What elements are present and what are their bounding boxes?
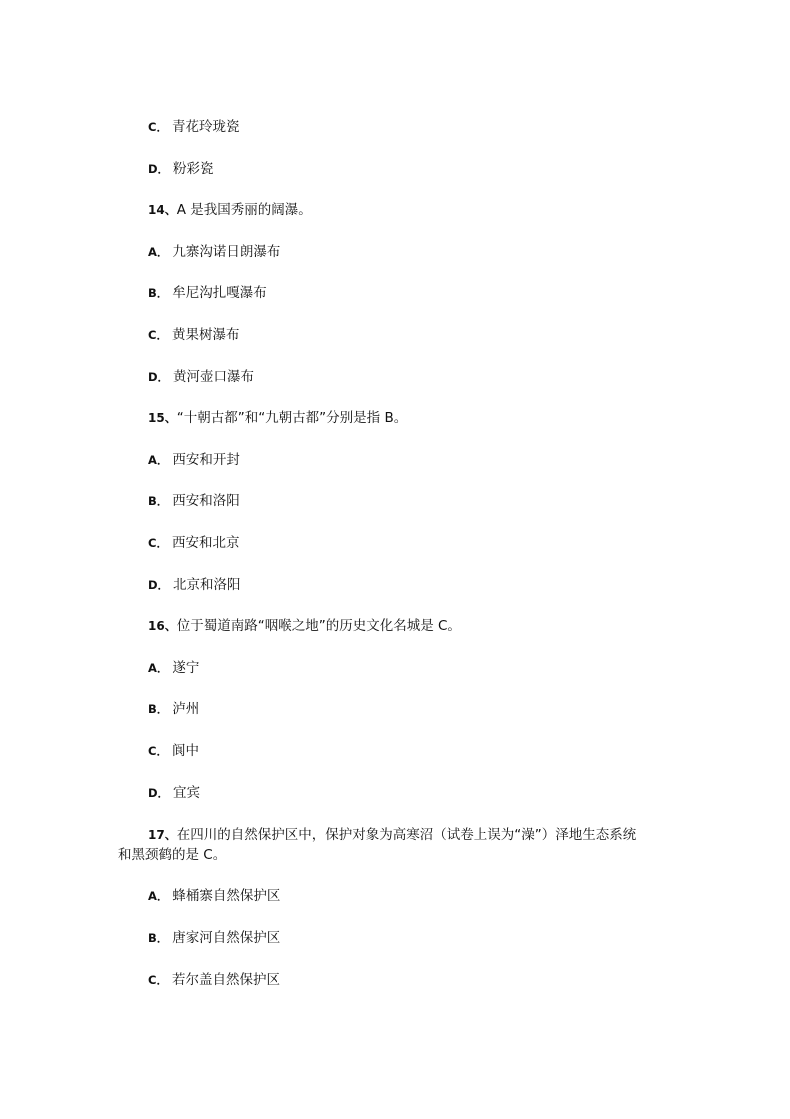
option-text: 牟尼沟扎嘎瀑布: [172, 285, 267, 302]
option-label: B．: [148, 931, 169, 946]
question-number: 14、: [148, 203, 177, 218]
question-line: [118, 606, 678, 648]
option-text: 粉彩瓷: [173, 160, 214, 177]
question-17: [118, 814, 678, 876]
option-text: 黄河壶口瀑布: [173, 368, 255, 385]
option-label: A．: [148, 660, 169, 675]
option-text: 西安和洛阳: [172, 493, 240, 510]
question-text: “十朝古都”和“九朝古都”分别是指 B。: [176, 410, 408, 427]
option-label: D．: [148, 785, 170, 800]
option-label: C．: [148, 535, 168, 550]
option-line: [118, 773, 678, 815]
option-line: [118, 440, 678, 482]
option-line: [118, 149, 678, 191]
option-line: [118, 731, 678, 773]
option-line: [118, 273, 678, 315]
option-line: [118, 315, 678, 357]
option-line: [118, 107, 678, 149]
option-label: D．: [148, 577, 170, 592]
option-text: 蜂桶寨自然保护区: [172, 888, 281, 905]
option-line: [118, 648, 678, 690]
question-text-continued: 和黑颈鹤的是 C。: [118, 847, 227, 864]
option-label: B．: [148, 286, 169, 301]
option-text: 西安和开封: [172, 451, 240, 468]
option-label: A．: [148, 452, 169, 467]
option-text: 若尔盖自然保护区: [171, 971, 280, 988]
option-line: [118, 523, 678, 565]
question-text: 位于蜀道南路“咽喉之地”的历史文化名城是 C。: [176, 618, 461, 635]
question-text: 在四川的自然保护区中，保护对象为高寒沼（试卷上误为“澡”）泽地生态系统: [176, 827, 637, 844]
option-line: [118, 960, 678, 1002]
option-line: [118, 232, 678, 274]
option-label: A．: [148, 889, 169, 904]
option-line: [118, 357, 678, 399]
question-number: 15、: [148, 411, 177, 426]
option-line: [118, 481, 678, 523]
option-label: B．: [148, 702, 169, 717]
option-text: 唐家河自然保护区: [172, 930, 281, 947]
option-text: 泸州: [172, 701, 200, 718]
option-label: C．: [148, 743, 168, 758]
question-text: A 是我国秀丽的阔瀑。: [176, 202, 312, 219]
question-number: 16、: [148, 619, 177, 634]
option-line: [118, 689, 678, 731]
option-text: 阆中: [171, 742, 199, 759]
option-label: C．: [148, 972, 168, 987]
option-label: C．: [148, 120, 168, 134]
option-text: 遂宁: [172, 659, 200, 676]
option-text: 宜宾: [173, 784, 201, 801]
option-label: D．: [148, 161, 170, 176]
question-line: [118, 398, 678, 440]
option-text: 北京和洛阳: [173, 576, 241, 593]
option-text: 九寨沟诺日朗瀑布: [172, 243, 281, 260]
option-line: [118, 876, 678, 918]
option-label: A．: [148, 244, 169, 259]
option-line: [118, 565, 678, 607]
option-text: 黄果树瀑布: [171, 326, 240, 343]
option-text: 西安和北京: [171, 534, 240, 551]
document-page: [118, 107, 678, 1001]
option-label: C．: [148, 327, 168, 342]
option-label: B．: [148, 494, 169, 509]
option-line: [118, 918, 678, 960]
question-number: 17、: [148, 828, 177, 843]
option-text: 青花玲珑瓷: [171, 119, 240, 135]
question-line: [118, 190, 678, 232]
option-label: D．: [148, 369, 170, 384]
